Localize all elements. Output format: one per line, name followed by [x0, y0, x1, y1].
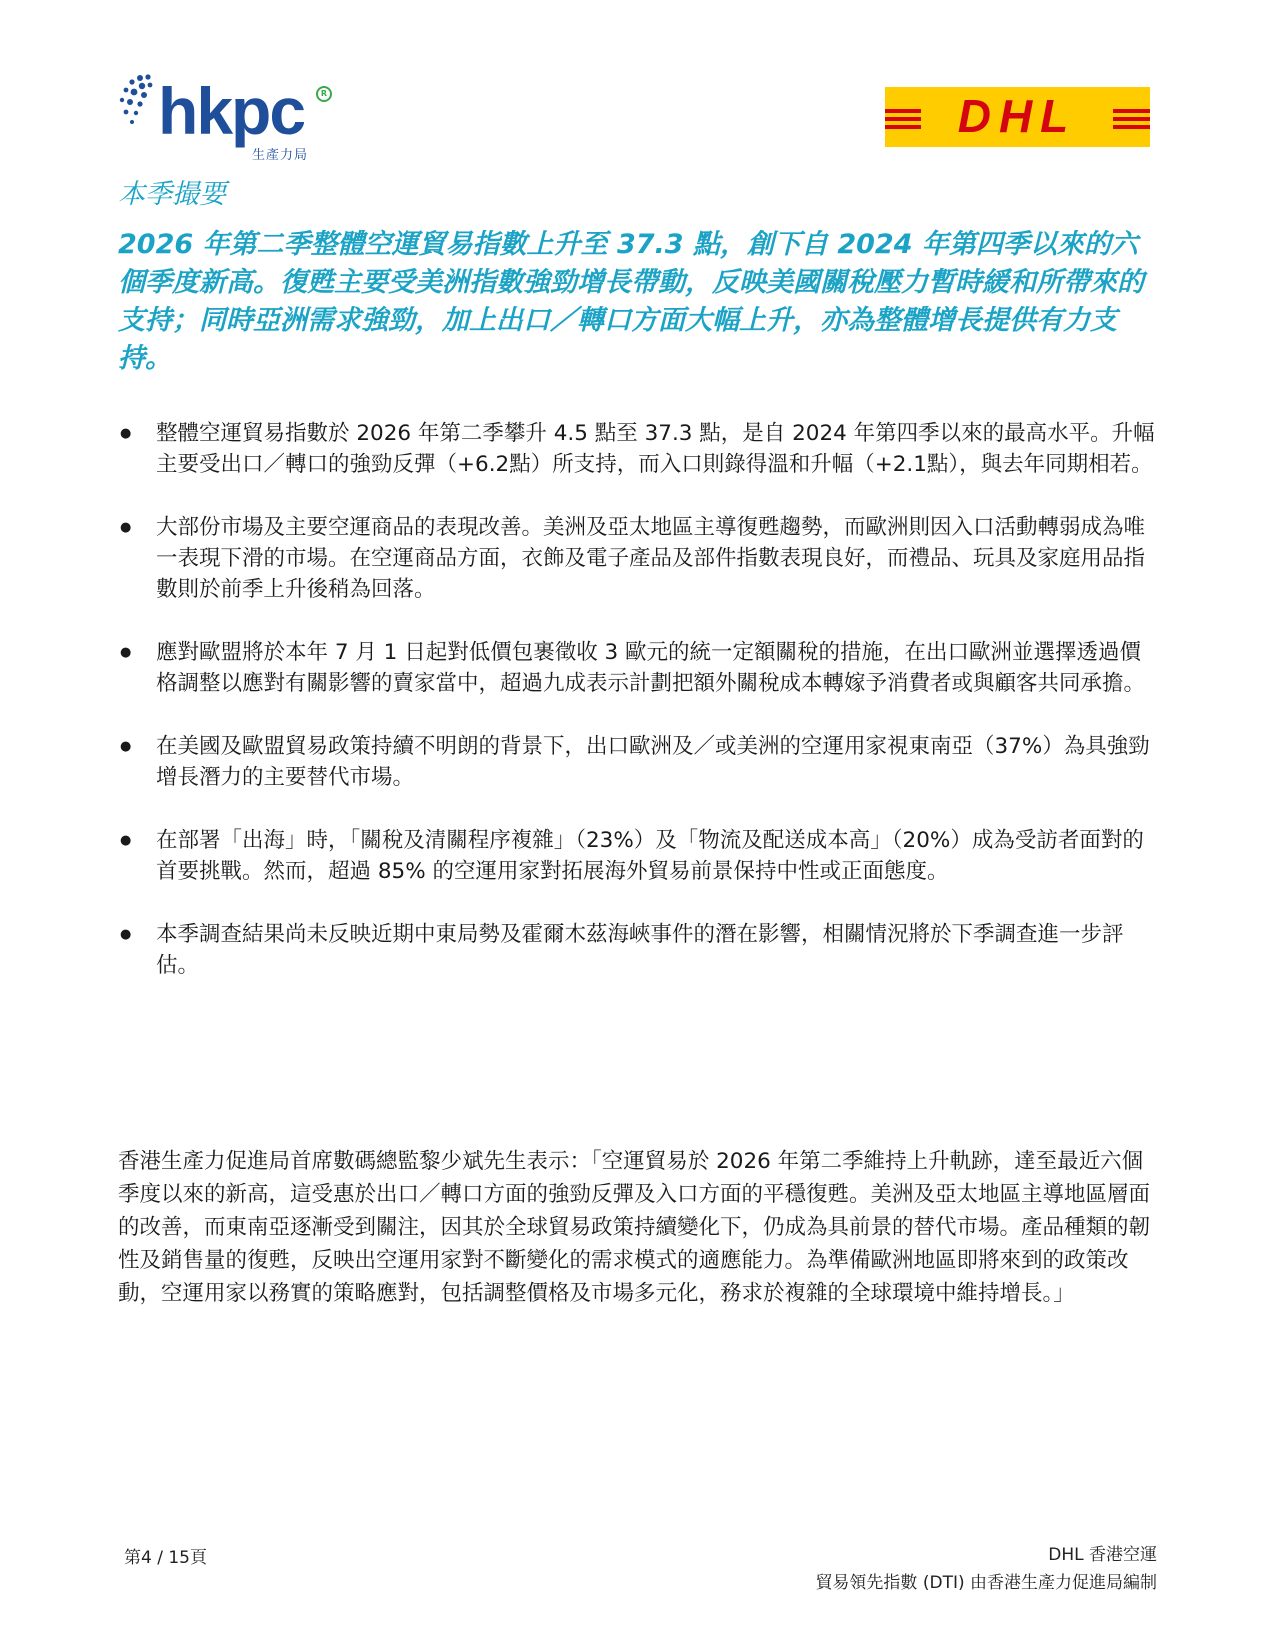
headline: 2026 年第二季整體空運貿易指數上升至 37.3 點，創下自 2024 年第四季以來的六個季度新高。復甦主要受美洲指數強勁增長帶動，反映美國關稅壓力暫時緩和所帶來的支持；同時亞洲需求強勁，加上出口／轉口方面大幅上升，亦為整體增長提供有力支持。	[118, 229, 1144, 374]
dhl-logo	[885, 87, 1150, 147]
section-title: 本季撮要	[118, 179, 226, 210]
summary-bullet: ● 在美國及歐盟貿易政策持續不明朗的背景下，出口歐洲及／或美洲的空運用家視東南亞（37%）為具強勁增長潛力的主要替代市場。	[118, 731, 1158, 793]
hkpc-subtitle: 生產力局	[252, 148, 309, 163]
summary-bullet: ● 應對歐盟將於本年 7 月 1 日起對低價包裹徵收 3 歐元的統一定額關稅的措施，在出口歐洲並選擇透過價格調整以應對有關影響的賣家當中，超過九成表示計劃把額外關稅成本轉嫁予消費者或與顧客共同承擔。	[118, 637, 1158, 699]
executive-quote: 香港生產力促進局首席數碼總監黎少斌先生表示：「空運貿易於 2026 年第二季維持上升軌跡，達至最近六個季度以來的新高，這受惠於出口／轉口方面的強勁反彈及入口方面的平穩復甦。美洲及亞太地區主導地區層面的改善，而東南亞逐漸受到關注，因其於全球貿易政策持續變化下，仍成為具前景的替代市場。產品種類的韌性及銷售量的復甦，反映出空運用家對不斷變化的需求模式的適應能力。為準備歐洲地區即將來到的政策改動，空運用家以務實的策略應對，包括調整價格及市場多元化，務求於複雜的全球環境中維持增長。」	[118, 1149, 1151, 1306]
summary-bullet: ● 在部署「出海」時，「關稅及清關程序複雜」（23%）及「物流及配送成本高」（20%）成為受訪者面對的首要挑戰。然而，超過 85% 的空運用家對拓展海外貿易前景保持中性或正面態度。	[118, 825, 1158, 887]
hkpc-wordmark: hkpc	[158, 74, 305, 148]
registered-icon: R	[316, 86, 332, 102]
dhl-wordmark	[885, 87, 1150, 147]
summary-bullet: ● 本季調查結果尚未反映近期中東局勢及霍爾木茲海峽事件的潛在影響，相關情況將於下季調查進一步評估。	[118, 919, 1158, 981]
hkpc-logo	[118, 72, 338, 164]
page-number: 第4 / 15頁	[124, 1548, 207, 1568]
dhl-text: DHL	[957, 90, 1077, 142]
hkpc-dots-icon	[118, 72, 158, 132]
footer-line-2: 貿易領先指數 (DTI) 由香港生產力促進局編制	[815, 1573, 1157, 1593]
summary-bullet: ● 大部份市場及主要空運商品的表現改善。美洲及亞太地區主導復甦趨勢，而歐洲則因入口活動轉弱成為唯一表現下滑的市場。在空運商品方面，衣飾及電子產品及部件指數表現良好，而禮品、玩具及家庭用品指數則於前季上升後稍為回落。	[118, 512, 1158, 605]
footer-credit	[815, 1541, 1157, 1597]
footer-line-1: DHL 香港空運	[1048, 1545, 1157, 1565]
summary-bullet-list	[118, 418, 1158, 1013]
summary-bullet: ● 整體空運貿易指數於 2026 年第二季攀升 4.5 點至 37.3 點，是自 2024 年第四季以來的最高水平。升幅主要受出口／轉口的強勁反彈（+6.2點）所支持，而入口則錄得溫和升幅（+2.1點），與去年同期相若。	[118, 418, 1158, 480]
